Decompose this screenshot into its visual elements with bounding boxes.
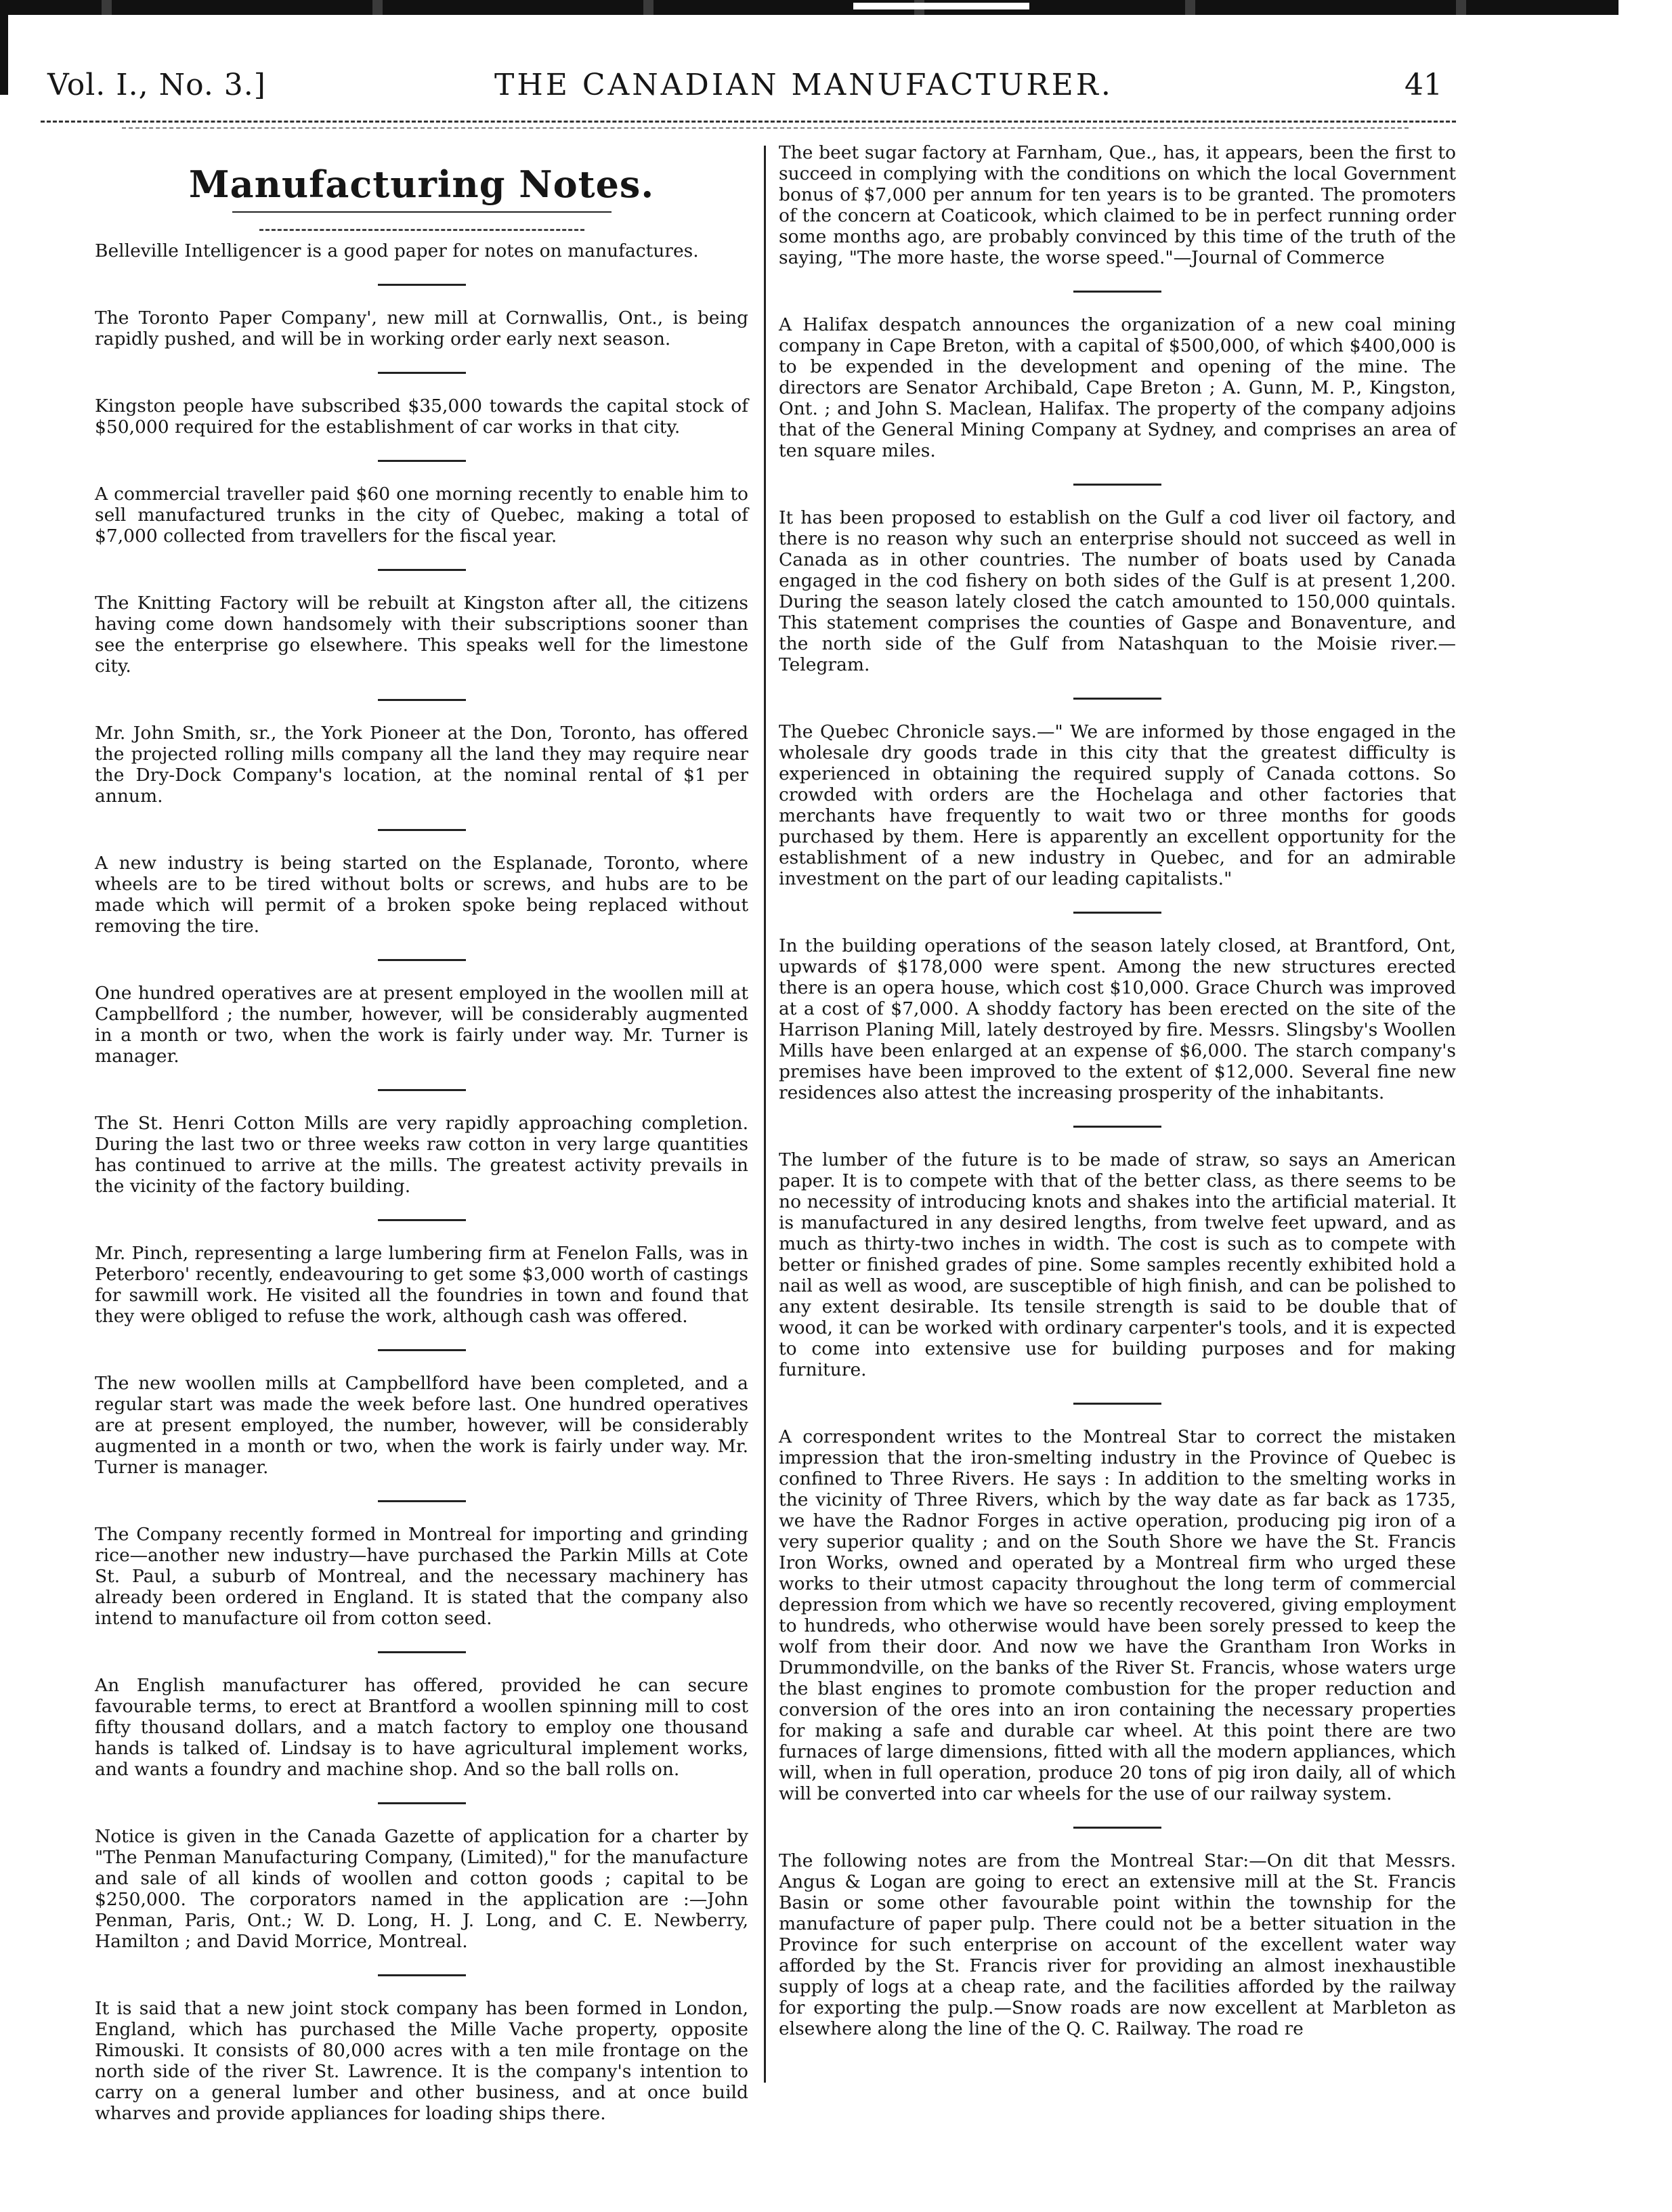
left-column-items [95,240,748,2124]
article-separator [779,889,1456,935]
article-separator [779,1103,1456,1149]
news-item: The Quebec Chronicle says.—" We are informed by those engaged in the wholesale dry goods trade in this city that the greatest difficulty is experienced in obtaining the required supply of Canada cottons. So crowded with orders are the Hochelaga and other factories that merchants have frequently to wait two or three months for goods purchased by them. Here is apparently an excellent opportunity for the establishment of a new industry in Quebec, and for an admirable investment on the part of our leading capitalists." [779,721,1456,889]
news-item: A correspondent writes to the Montreal Star to correct the mistaken impression that the iron-smelting industry in the Province of Quebec is confined to Three Rivers. He says : In addition to the smelting works in the vicinity of Three Rivers, which by the way date as far back as 1735, we have the Radnor Forges in active operation, producing pig iron of a very superior quality ; and on the South Shore we have the St. Francis Iron Works, owned and operated by a Montreal firm who urged these works to their utmost capacity throughout the long term of commercial depression from which we have so recently recovered, giving employment to hundreds, who otherwise would have been sorely pressed to keep the wolf from their door. And now we have the Grantham Iron Works in Drummondville, on the banks of the River St. Francis, whose waters urge the blast engines to promote combustion for the proper reduction and conversion of the ores into an iron containing the necessary properties for making a safe and durable car wheel. At this point there are two furnaces of large dimensions, fitted with all the modern appliances, which will, when in full operation, produce 20 tons of pig iron daily, all of which will be converted into car wheels for the use of our railway system. [779,1426,1456,1804]
news-item: The Toronto Paper Company', new mill at Cornwallis, Ont., is being rapidly pushed, and will be in working order early next season. [95,307,748,349]
news-item: Belleville Intelligencer is a good paper for notes on manufactures. [95,240,699,261]
separator-rule [378,1802,466,1804]
separator-rule [378,959,466,961]
news-item: The lumber of the future is to be made of straw, so says an American paper. It is to compete with that of the better class, as there seems to be no necessity of introducing knots and shakes into the artificial material. It is manufactured in any desired lengths, from twelve feet upward, and as much as thirty-two inches in width. The cost is such as to compete with better or finished grades of pine. Some samples recently exhibited hold a nail as well as wood, are susceptible of high finish, and can be polished to any extent desirable. Its tensile strength is said to be double that of wood, it can be worked with ordinary carpenter's tools, and it is expected to come into extensive use for building purposes and for making furniture. [779,1149,1456,1380]
news-item: The Knitting Factory will be rebuilt at Kingston after all, the citizens having come down handsomely with their subscriptions sooner than see the enterprise go elsewhere. This speaks well for the limestone city. [95,593,748,677]
article-separator [779,461,1456,507]
article-separator [95,438,748,484]
separator-rule [1073,291,1161,293]
article-separator [95,1629,748,1675]
news-item: The Company recently formed in Montreal for importing and grinding rice—another new industry—have purchased the Parkin Mills at Cote St. Paul, a suburb of Montreal, and the necessary machinery has already been ordered in England. It is stated that the company also intend to manufacture oil from cotton seed. [95,1524,748,1629]
news-item: An English manufacturer has offered, provided he can secure favourable terms, to erect at Brantford a woollen spinning mill to cost fifty thousand dollars, and a match factory to employ one thousand hands is talked of. Lindsay is to have agricultural implement works, and wants a foundry and machine shop. And so the ball rolls on. [95,1675,748,1780]
news-item: It has been proposed to establish on the Gulf a cod liver oil factory, and there is no reason why such an enterprise should not succeed as well in Canada as in other countries. The number of boats used by Canada engaged in the cod fishery on both sides of the Gulf is at present 1,200. During the season lately closed the catch amounted to 150,000 quintals. This statement comprises the counties of Gaspe and Bonaventure, and the north side of the Gulf from Natashquan to the Moisie river.—Telegram. [779,507,1456,675]
page-header [47,68,1442,122]
news-item: Mr. Pinch, representing a large lumbering firm at Fenelon Falls, was in Peterboro' recently, endeavouring to get some $3,000 worth of castings for sawmill work. He visited all the foundries in town and found that they were obliged to refuse the work, although cash was offered. [95,1243,748,1327]
publication-title: THE CANADIAN MANUFACTURER. [494,68,1113,102]
separator-rule [378,1500,466,1502]
separator-rule [378,1089,466,1091]
header-rule [41,121,1456,123]
article-separator [95,1197,748,1243]
news-item: The new woollen mills at Campbellford have been completed, and a regular start was made the week before last. One hundred operatives are at present employed, the number, however, will be considerably augmented in a month or two, when the work is fairly under way. Mr. Turner is manager. [95,1373,748,1478]
separator-rule [378,1974,466,1976]
section-title-rule [232,211,612,213]
news-item: It is said that a new joint stock company has been formed in London, England, which has purchased the Mille Vache property, opposite Rimouski. It consists of 80,000 acres with a ten mile frontage on the north side of the river St. Lawrence. It is the company's intention to carry on a general lumber and other business, and at once build wharves and provide appliances for loading ships there. [95,1998,748,2124]
news-item: Kingston people have subscribed $35,000 towards the capital stock of $50,000 required for the establishment of car works in that city. [95,396,748,438]
news-item: A commercial traveller paid $60 one morning recently to enable him to sell manufactured trunks in the city of Quebec, making a total of $7,000 collected from travellers for the fiscal year. [95,484,748,547]
separator-rule [378,569,466,571]
news-item: A Halifax despatch announces the organization of a new coal mining company in Cape Breton, with a capital of $500,000, of which $400,000 is to be expended in the development and opening of the mine. The directors are Senator Archibald, Cape Breton ; A. Gunn, M. P., Kingston, Ont. ; and John S. Maclean, Halifax. The property of the company adjoins that of the General Mining Company at Sydney, and comprises an area of ten square miles. [779,314,1456,461]
separator-rule [1073,1126,1161,1128]
article-separator [95,547,748,593]
right-column-items [779,142,1456,2039]
top-border-strip [7,0,1619,15]
column-divider [764,146,766,2083]
separator-rule [1073,698,1161,700]
separator-rule [1073,912,1161,914]
news-item: Mr. John Smith, sr., the York Pioneer at the Don, Toronto, has offered the projected rolling mills company all the land they may require near the Dry-Dock Company's location, at the nominal rental of $1 per annum. [95,723,748,807]
left-column [95,142,748,2124]
article-separator [95,349,748,396]
separator-rule [1073,484,1161,486]
article-separator [95,1327,748,1373]
news-item: In the building operations of the season lately closed, at Brantford, Ont, upwards of $178,000 were spent. Among the new structures erected there is an opera house, which cost $10,000. Grace Church was improved at a cost of $7,000. A shoddy factory has been erected on the site of the Harrison Planing Mill, lately destroyed by fire. Messrs. Slingsby's Woollen Mills have been enlarged at an expense of $6,000. The starch company's premises have been improved to the extent of $12,000. Several fine new residences also attest the increasing prosperity of the inhabitants. [779,935,1456,1103]
separator-rule [378,372,466,374]
separator-rule [378,829,466,831]
news-item: The following notes are from the Montreal Star:—On dit that Messrs. Angus & Logan are going to erect an extensive mill at the St. Francis Basin or some other favourable point within the township for the manufacture of paper pulp. There could not be a better situation in the Province for such enterprise on account of the excellent water way afforded by the St. Francis river for providing an almost inexhaustible supply of logs at a cheap rate, and the facilities afforded by the railway for exporting the pulp.—Snow roads are now excellent at Marbleton as elsewhere along the line of the Q. C. Railway. The road re [779,1850,1456,2039]
article-separator [779,1804,1456,1850]
separator-rule [378,699,466,701]
separator-rule [378,1349,466,1351]
volume-issue: Vol. I., No. 3.] [47,68,266,102]
article-separator [95,1780,748,1826]
separator-rule [378,460,466,462]
news-item: The St. Henri Cotton Mills are very rapidly approaching completion. During the last two or three weeks raw cotton in very large quantities has continued to arrive at the mills. The greatest activity prevails in the vicinity of the factory building. [95,1113,748,1197]
page-number: 41 [1405,68,1442,102]
news-item: Notice is given in the Canada Gazette of application for a charter by "The Penman Manufacturing Company, (Limited)," for the manufacture and sale of all kinds of woollen and cotton goods ; capital to be $250,000. The corporators named in the application are :—John Penman, Paris, Ont.; W. D. Long, H. J. Long, and C. E. Newberry, Hamilton ; and David Morrice, Montreal. [95,1826,748,1952]
section-title: Manufacturing Notes. [188,163,655,206]
right-column [779,142,1456,2039]
separator-rule [378,1219,466,1221]
article-separator [95,807,748,853]
article-separator [95,1067,748,1113]
top-border-gap [853,3,1029,9]
separator-rule [1073,1827,1161,1829]
separator-rule [378,1651,466,1653]
news-item: A new industry is being started on the Esplanade, Toronto, where wheels are to be tired without bolts or screws, and hubs are to be made which will permit of a broken spoke being replaced without removing the tire. [95,853,748,937]
article-separator [95,261,748,307]
article-separator [779,268,1456,314]
article-separator [95,677,748,723]
article-separator [779,675,1456,721]
news-item: The beet sugar factory at Farnham, Que., has, it appears, been the first to succeed in complying with the conditions on which the local Government bonus of $7,000 per annum for ten years is to be granted. The promoters of the concern at Coaticook, which claimed to be in perfect running order some months ago, are probably convinced by this time of the truth of the saying, "The more haste, the worse speed."—Journal of Commerce [779,142,1456,268]
article-separator [95,1952,748,1998]
news-item: One hundred operatives are at present employed in the woollen mill at Campbellford ; the number, however, will be considerably augmented in a month or two, when the work is fairly under way. Mr. Turner is manager. [95,983,748,1067]
article-separator [95,1478,748,1524]
header-rule-secondary [122,127,1409,129]
separator-rule [1073,1403,1161,1405]
left-binding-edge [0,0,8,95]
article-separator [779,1380,1456,1426]
article-separator [95,937,748,983]
section-title-dash [259,229,584,231]
separator-rule [378,284,466,286]
